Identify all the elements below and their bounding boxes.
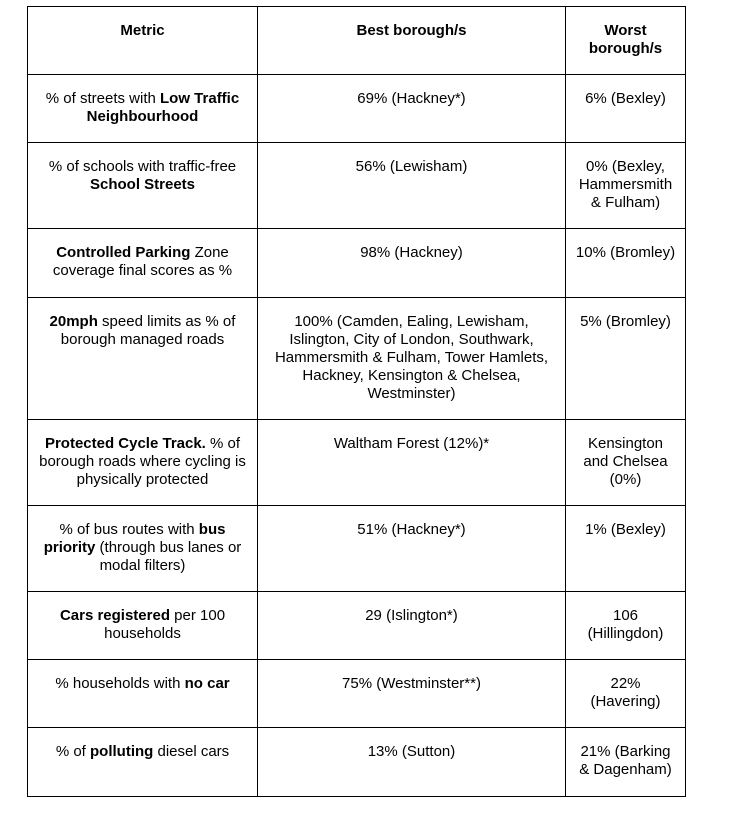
worst-cell: 0% (Bexley, Hammersmith & Fulham): [566, 143, 686, 229]
best-cell: 69% (Hackney*): [258, 75, 566, 143]
metric-cell: 20mph speed limits as % of borough managed roads: [28, 298, 258, 420]
worst-cell: 21% (Barking & Dagenham): [566, 728, 686, 797]
header-best-borough: Best borough/s: [258, 7, 566, 75]
table-row: [28, 728, 686, 797]
metric-cell: Protected Cycle Track. % of borough roads where cycling is physically protected: [28, 420, 258, 506]
table-row: [28, 420, 686, 506]
best-cell: 29 (Islington*): [258, 592, 566, 660]
worst-cell: 6% (Bexley): [566, 75, 686, 143]
table-row: [28, 229, 686, 298]
best-cell: 56% (Lewisham): [258, 143, 566, 229]
best-cell: 100% (Camden, Ealing, Lewisham, Islington, City of London, Southwark, Hammersmith & Fulham, Tower Hamlets, Hackney, Kensington & Chelsea, Westminster): [258, 298, 566, 420]
header-worst-borough: Worst borough/s: [566, 7, 686, 75]
worst-cell: 5% (Bromley): [566, 298, 686, 420]
worst-cell: 106 (Hillingdon): [566, 592, 686, 660]
best-cell: 51% (Hackney*): [258, 506, 566, 592]
metric-cell: Controlled Parking Zone coverage final scores as %: [28, 229, 258, 298]
worst-cell: Kensington and Chelsea (0%): [566, 420, 686, 506]
table-header-row: [28, 7, 686, 75]
table-row: [28, 143, 686, 229]
metric-cell: % households with no car: [28, 660, 258, 728]
best-cell: Waltham Forest (12%)*: [258, 420, 566, 506]
best-cell: 98% (Hackney): [258, 229, 566, 298]
table-row: [28, 660, 686, 728]
best-cell: 75% (Westminster**): [258, 660, 566, 728]
header-metric: Metric: [28, 7, 258, 75]
worst-cell: 1% (Bexley): [566, 506, 686, 592]
table-row: [28, 298, 686, 420]
metric-cell: % of polluting diesel cars: [28, 728, 258, 797]
table-row: [28, 75, 686, 143]
worst-cell: 10% (Bromley): [566, 229, 686, 298]
table-row: [28, 506, 686, 592]
table-row: [28, 592, 686, 660]
metric-cell: % of schools with traffic-free School Streets: [28, 143, 258, 229]
worst-cell: 22% (Havering): [566, 660, 686, 728]
metric-cell: Cars registered per 100 households: [28, 592, 258, 660]
metric-cell: % of streets with Low Traffic Neighbourhood: [28, 75, 258, 143]
borough-metrics-table: [27, 6, 686, 797]
best-cell: 13% (Sutton): [258, 728, 566, 797]
metric-cell: % of bus routes with bus priority (through bus lanes or modal filters): [28, 506, 258, 592]
